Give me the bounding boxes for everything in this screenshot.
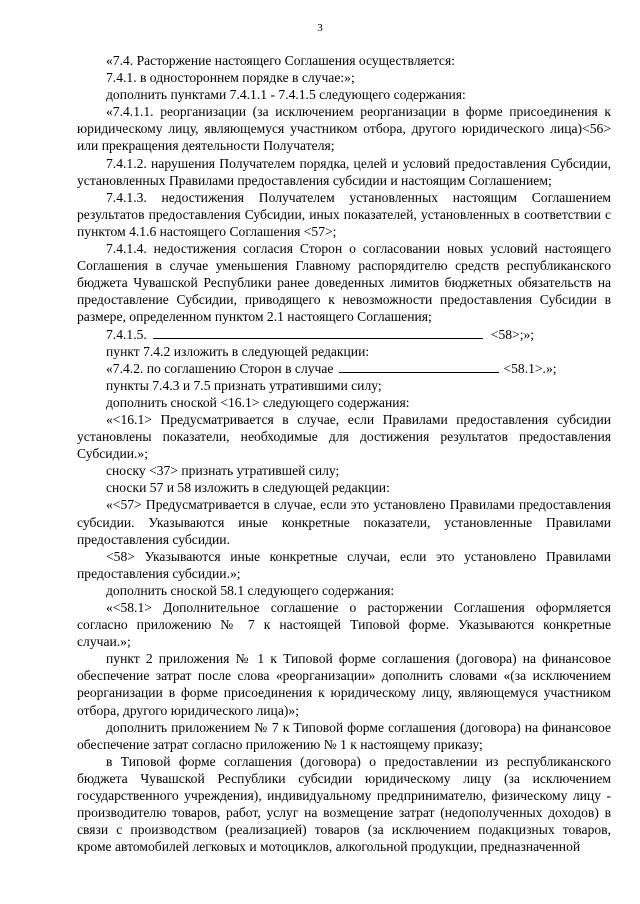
- line-suffix: <58>;»;: [490, 326, 535, 342]
- paragraph: пункт 2 приложения № 1 к Типовой форме соглашения (договора) на финансовое обеспечение затрат после слова «реорганизации» дополнить словами «(за исключением реорганизации в форме присоединения к юридическому лицу, являющемуся участником отбора, другого юридического лица)»;: [77, 651, 611, 718]
- paragraph: «7.4. Расторжение настоящего Соглашения осуществляется:: [106, 53, 455, 68]
- line-suffix: <58.1>.»;: [503, 360, 557, 376]
- paragraph: дополнить пунктами 7.4.1.1 - 7.4.1.5 следующего содержания:: [106, 87, 466, 103]
- paragraph: пункты 7.4.3 и 7.5 признать утратившими силу;: [106, 377, 382, 393]
- paragraph: 7.4.1. в одностороннем порядке в случае:»;: [106, 70, 355, 86]
- paragraph: в Типовой форме соглашения (договора) о предоставлении из республиканского бюджета Чувашской Республики субсидии юридическому лицу (за исключением государственного учреждения), индивидуальному предпринимателю, физическому лицу - производителю товаров, работ, услуг на возмещение затрат (недополученных доходов) в связи с производством (реализацией) товаров (за исключением подакцизных товаров, кроме автомобилей легковых и мотоциклов, алкогольной продукции, предназначенной: [77, 753, 611, 855]
- blank-underline: [153, 326, 483, 339]
- paragraph: <58> Указываются иные конкретные случаи, если это установлено Правилами предоставления субсидии.»;: [77, 548, 611, 581]
- paragraph: сноску <37> признать утратившей силу;: [106, 463, 340, 479]
- paragraph: 7.4.1.2. нарушения Получателем порядка, целей и условий предоставления Субсидии, установленных Правилами предоставления субсидии и настоящим Соглашением;: [77, 155, 611, 188]
- paragraph: «<57> Предусматривается в случае, если это установлено Правилами предоставления субсидии. Указываются иные конкретные показатели, установленные Правилами предоставления субсидии.: [77, 497, 611, 547]
- paragraph: «<58.1> Дополнительное соглашение о расторжении Соглашения оформляется согласно приложению № 7 к настоящей Типовой форме. Указываются конкретные случаи.»;: [77, 600, 611, 650]
- paragraph: 7.4.1.3. недостижения Получателем установленных настоящим Соглашением результатов предоставления Субсидии, иных показателей, установленных в соответствии с пунктом 4.1.6 настоящего Соглашения <57>;: [77, 189, 611, 239]
- page-number: 3: [317, 22, 323, 34]
- fill-in-line-7415: [77, 326, 611, 343]
- paragraph: сноски 57 и 58 изложить в следующей редакции:: [106, 480, 390, 496]
- line-label: «7.4.2. по соглашению Сторон в случае: [106, 360, 334, 376]
- paragraph: дополнить приложением № 7 к Типовой форме соглашения (договора) на финансовое обеспечение затрат согласно приложению № 1 к настоящему приказу;: [77, 719, 611, 752]
- line-label: 7.4.1.5.: [106, 326, 147, 342]
- paragraph: 7.4.1.4. недостижения согласия Сторон о согласовании новых условий настоящего Соглашения в случае уменьшения Главному распорядителю средств республиканского бюджета Чувашской Республики ранее доведенных лимитов бюджетных обязательств на предоставление Субсидии, приводящего к невозможности предоставления Субсидии в размере, определенном пунктом 2.1 настоящего Соглашения;: [77, 241, 611, 325]
- paragraph: «<16.1> Предусматривается в случае, если Правилами предоставления субсидии установлены показатели, необходимые для достижения результатов предоставления Субсидии.»;: [77, 411, 611, 462]
- document-body: [77, 52, 611, 855]
- blank-underline: [339, 360, 499, 373]
- paragraph: дополнить сноской 58.1 следующего содержания:: [106, 582, 395, 598]
- fill-in-line-742: [77, 360, 611, 377]
- paragraph: дополнить сноской <16.1> следующего содержания:: [106, 394, 410, 410]
- paragraph: пункт 7.4.2 изложить в следующей редакции:: [106, 343, 370, 359]
- paragraph: «7.4.1.1. реорганизации (за исключением реорганизации в форме присоединения к юридическому лицу, являющемуся участником отбора, другого юридического лица)<56> или прекращения деятельности Получателя;: [77, 104, 611, 154]
